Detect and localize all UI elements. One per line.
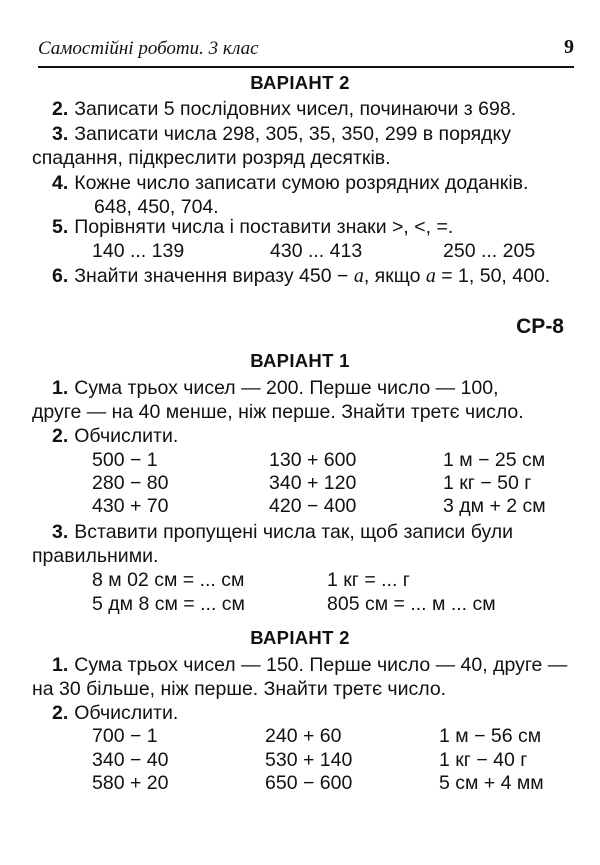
- running-title: Самостійні роботи. 3 клас: [38, 38, 259, 59]
- v2-task5-item: 250 ... 205: [443, 240, 536, 262]
- v2b-task2: 2. Обчислити.: [52, 702, 179, 724]
- v1-calc-cell: 340 + 120: [269, 472, 357, 494]
- v1-task3-line2: правильними.: [32, 545, 159, 567]
- v2-task5-item: 430 ... 413: [270, 240, 363, 262]
- v2b-calc-cell: 340 − 40: [92, 749, 169, 771]
- variant2-bottom-heading: ВАРІАНТ 2: [250, 627, 350, 648]
- v1-task1-line2: друге — на 40 менше, ніж перше. Знайти третє число.: [32, 401, 524, 423]
- v2-task4-line2: 648, 450, 704.: [94, 196, 219, 218]
- v1-calc-cell: 430 + 70: [92, 495, 169, 517]
- v2b-calc-cell: 580 + 20: [92, 772, 169, 794]
- v2b-calc-cell: 650 − 600: [265, 772, 353, 794]
- v2b-calc-cell: 530 + 140: [265, 749, 353, 771]
- v2b-calc-cell: 5 см + 4 мм: [439, 772, 544, 794]
- variant1-heading: ВАРІАНТ 1: [250, 350, 350, 371]
- v1-calc-cell: 1 м − 25 см: [443, 449, 546, 471]
- variable-a: a: [425, 265, 436, 287]
- v2-task4-line1: 4. Кожне число записати сумою розрядних доданків.: [52, 172, 529, 194]
- v1-task2: 2. Обчислити.: [52, 425, 179, 447]
- v1-calc-cell: 1 кг − 50 г: [443, 472, 532, 494]
- v2b-calc-cell: 1 кг − 40 г: [439, 749, 528, 771]
- v2b-calc-cell: 1 м − 56 см: [439, 725, 542, 747]
- v2-task3-line1: 3. Записати числа 298, 305, 35, 350, 299 в порядку: [52, 123, 512, 145]
- v1-fill-cell: 805 см = ... м ... см: [327, 593, 496, 615]
- v1-calc-cell: 130 + 600: [269, 449, 357, 471]
- v1-fill-cell: 8 м 02 см = ... см: [92, 569, 245, 591]
- v2-task5-line1: 5. Порівняти числа і поставити знаки >, <, =.: [52, 216, 454, 238]
- v1-calc-cell: 280 − 80: [92, 472, 169, 494]
- v2-task2: 2. Записати 5 послідовних чисел, починаючи з 698.: [52, 98, 517, 120]
- v1-fill-cell: 5 дм 8 см = ... см: [92, 593, 245, 615]
- v1-calc-cell: 420 − 400: [269, 495, 357, 517]
- variable-a: a: [353, 265, 364, 287]
- v2b-calc-cell: 700 − 1: [92, 725, 158, 747]
- v1-task3-line1: 3. Вставити пропущені числа так, щоб записи були: [52, 521, 514, 543]
- v1-task1-line1: 1. Сума трьох чисел — 200. Перше число — 100,: [52, 377, 499, 399]
- section-label: СР-8: [516, 315, 564, 338]
- v2b-task1-line1: 1. Сума трьох чисел — 150. Перше число — 40, друге —: [52, 654, 568, 676]
- v2-task6: 6. Знайти значення виразу 450 − a, якщо a = 1, 50, 400.: [52, 265, 551, 287]
- v1-calc-cell: 3 дм + 2 см: [443, 495, 546, 517]
- v2-task5-item: 140 ... 139: [92, 240, 185, 262]
- v2b-task1-line2: на 30 більше, ніж перше. Знайти третє число.: [32, 678, 447, 700]
- variant2-top-heading: ВАРІАНТ 2: [250, 72, 350, 93]
- v1-calc-cell: 500 − 1: [92, 449, 158, 471]
- v2-task3-line2: спадання, підкреслити розряд десятків.: [32, 147, 391, 169]
- page-number: 9: [564, 36, 574, 58]
- page-header: [38, 32, 574, 68]
- v1-fill-cell: 1 кг = ... г: [327, 569, 410, 591]
- v2b-calc-cell: 240 + 60: [265, 725, 342, 747]
